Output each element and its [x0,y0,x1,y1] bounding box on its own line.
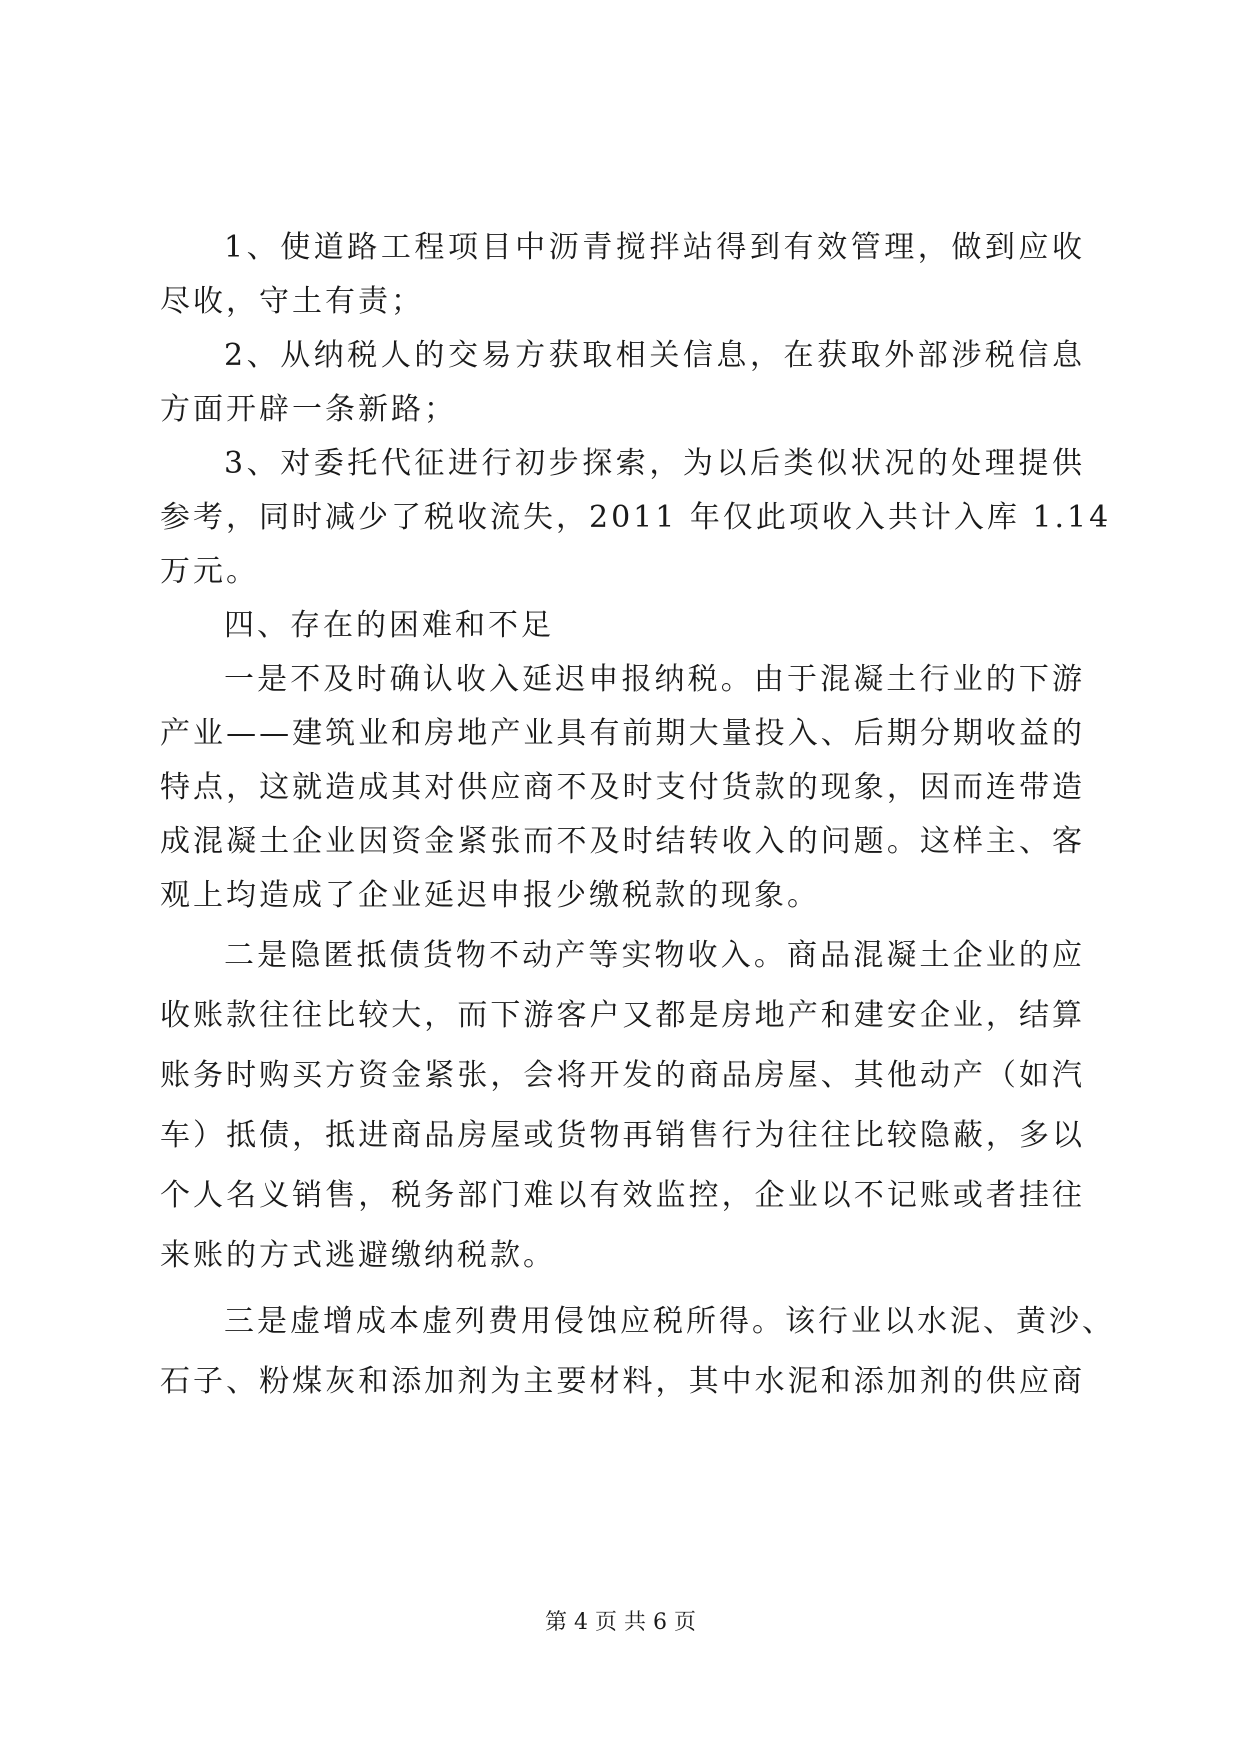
paragraph-line: 来账的方式逃避缴纳税款。 [160,1238,556,1273]
paragraph-line: 三是虚增成本虚列费用侵蚀应税所得。该行业以水泥、黄沙、 [224,1304,1115,1339]
paragraph-line: 个人名义销售，税务部门难以有效监控，企业以不记账或者挂往 [160,1178,1085,1213]
paragraph-line: 产业——建筑业和房地产业具有前期大量投入、后期分期收益的 [160,716,1085,751]
paragraph-line: 参考，同时减少了税收流失，2011 年仅此项收入共计入库 1.14 [160,500,1112,535]
paragraph-line: 万元。 [160,554,259,589]
paragraph-line: 账务时购买方资金紧张，会将开发的商品房屋、其他动产（如汽 [160,1058,1085,1093]
paragraph-line: 1、使道路工程项目中沥青搅拌站得到有效管理，做到应收 [224,230,1085,265]
paragraph-line: 方面开辟一条新路； [160,392,457,427]
paragraph-line: 收账款往往比较大，而下游客户又都是房地产和建安企业，结算 [160,998,1085,1033]
page-footer: 第 4 页 共 6 页 [545,1610,696,1635]
paragraph-line: 3、对委托代征进行初步探索，为以后类似状况的处理提供 [224,446,1085,481]
paragraph-line: 特点，这就造成其对供应商不及时支付货款的现象，因而连带造 [160,770,1085,805]
paragraph-line: 石子、粉煤灰和添加剂为主要材料，其中水泥和添加剂的供应商 [160,1364,1085,1399]
paragraph-line: 一是不及时确认收入延迟申报纳税。由于混凝土行业的下游 [224,662,1085,697]
paragraph-line: 2、从纳税人的交易方获取相关信息，在获取外部涉税信息 [224,338,1085,373]
paragraph-line: 尽收，守土有责； [160,284,424,319]
paragraph-line: 成混凝土企业因资金紧张而不及时结转收入的问题。这样主、客 [160,824,1085,859]
paragraph-line: 二是隐匿抵债货物不动产等实物收入。商品混凝土企业的应 [224,938,1085,973]
paragraph-line: 车）抵债，抵进商品房屋或货物再销售行为往往比较隐蔽，多以 [160,1118,1085,1153]
paragraph-line: 观上均造成了企业延迟申报少缴税款的现象。 [160,878,820,913]
section-heading: 四、存在的困难和不足 [224,608,554,643]
